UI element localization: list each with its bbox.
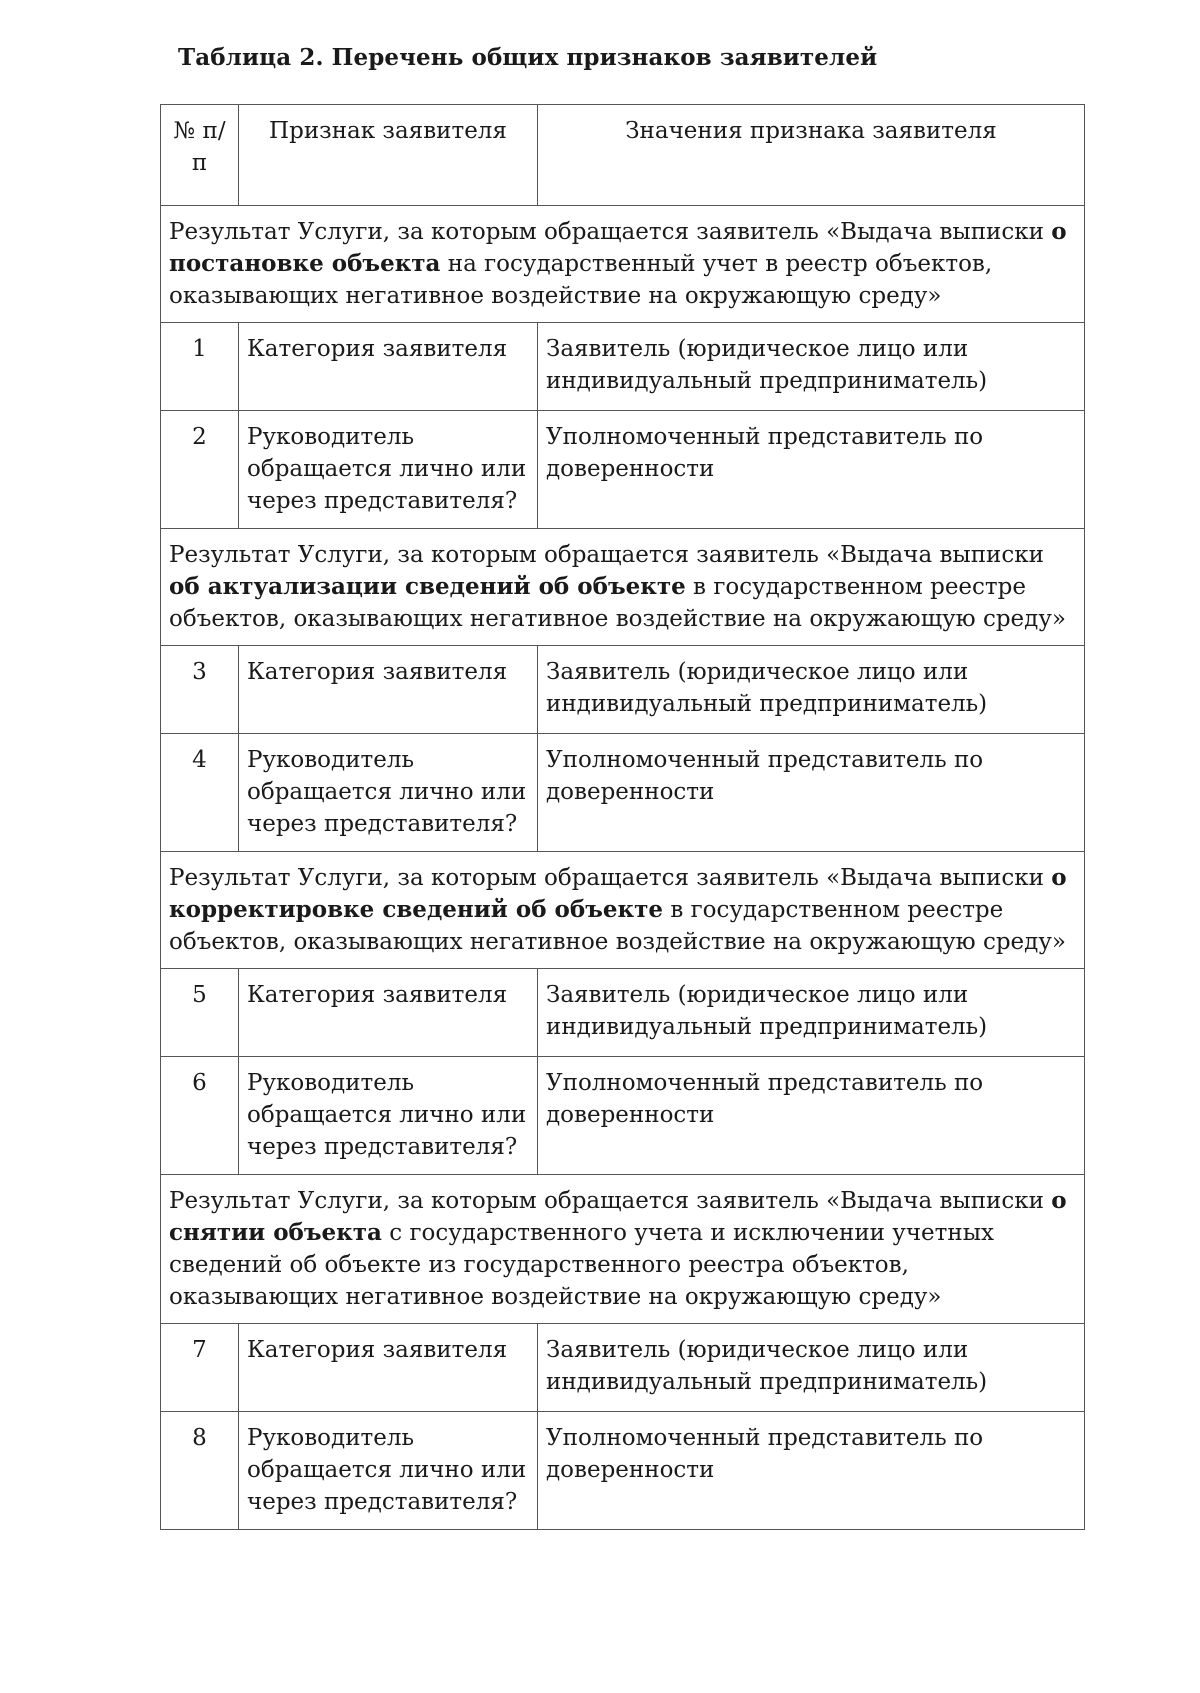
row-number: 4 [161, 734, 239, 852]
header-num: № п/п [161, 105, 239, 206]
section-text-bold: об актуализации сведений об объекте [169, 573, 686, 600]
row-number: 8 [161, 1412, 239, 1530]
table-row [161, 734, 1085, 852]
table-row [161, 1324, 1085, 1412]
section-row [161, 529, 1085, 646]
section-cell [161, 852, 1085, 969]
value-cell: Заявитель (юридическое лицо или индивидуальный предприниматель) [538, 646, 1085, 734]
row-number: 6 [161, 1057, 239, 1175]
section-text: с государственного учета и исключении учетных сведений об объекте из государственного реестра объектов, оказывающих негативное воздействие на окружающую среду» [169, 1220, 994, 1310]
section-cell [161, 206, 1085, 323]
header-attribute: Признак заявителя [239, 105, 538, 206]
section-text: в государственном реестре объектов, оказывающих негативное воздействие на окружающую среду» [169, 897, 1066, 955]
value-cell: Заявитель (юридическое лицо или индивидуальный предприниматель) [538, 1324, 1085, 1412]
attribute-cell: Категория заявителя [239, 323, 538, 411]
section-text: на государственный учет в реестр объектов, оказывающих негативное воздействие на окружающую среду» [169, 251, 993, 309]
row-number: 3 [161, 646, 239, 734]
row-number: 1 [161, 323, 239, 411]
page-title: Таблица 2. Перечень общих признаков заявителей [178, 44, 878, 71]
row-number: 2 [161, 411, 239, 529]
section-text: Результат Услуги, за которым обращается заявитель «Выдача выписки [169, 1188, 1052, 1214]
attribute-cell: Категория заявителя [239, 969, 538, 1057]
table-row [161, 1412, 1085, 1530]
header-value: Значения признака заявителя [538, 105, 1085, 206]
value-cell: Уполномоченный представитель по доверенности [538, 411, 1085, 529]
table-header-row [161, 105, 1085, 206]
section-text: Результат Услуги, за которым обращается заявитель «Выдача выписки [169, 219, 1052, 245]
section-text: в государственном реестре объектов, оказывающих негативное воздействие на окружающую среду» [169, 574, 1066, 632]
section-cell [161, 529, 1085, 646]
table-row [161, 969, 1085, 1057]
table-row [161, 323, 1085, 411]
table-row [161, 646, 1085, 734]
attribute-cell: Руководитель обращается лично или через представителя? [239, 734, 538, 852]
applicant-attributes-table [160, 104, 1085, 1530]
attribute-cell: Руководитель обращается лично или через представителя? [239, 1412, 538, 1530]
attribute-cell: Руководитель обращается лично или через представителя? [239, 411, 538, 529]
value-cell: Заявитель (юридическое лицо или индивидуальный предприниматель) [538, 323, 1085, 411]
section-cell [161, 1175, 1085, 1324]
value-cell: Уполномоченный представитель по доверенности [538, 1412, 1085, 1530]
attribute-cell: Категория заявителя [239, 646, 538, 734]
section-text: Результат Услуги, за которым обращается заявитель «Выдача выписки [169, 865, 1052, 891]
section-row [161, 852, 1085, 969]
value-cell: Уполномоченный представитель по доверенности [538, 734, 1085, 852]
section-text-bold: о снятии объекта [169, 1187, 1067, 1246]
attribute-cell: Категория заявителя [239, 1324, 538, 1412]
section-row [161, 1175, 1085, 1324]
value-cell: Уполномоченный представитель по доверенности [538, 1057, 1085, 1175]
section-row [161, 206, 1085, 323]
section-text-bold: о корректировке сведений об объекте [169, 864, 1067, 923]
table-row [161, 1057, 1085, 1175]
row-number: 7 [161, 1324, 239, 1412]
row-number: 5 [161, 969, 239, 1057]
section-text-bold: о постановке объекта [169, 218, 1067, 277]
section-text: Результат Услуги, за которым обращается заявитель «Выдача выписки [169, 542, 1044, 568]
attribute-cell: Руководитель обращается лично или через представителя? [239, 1057, 538, 1175]
value-cell: Заявитель (юридическое лицо или индивидуальный предприниматель) [538, 969, 1085, 1057]
table-row [161, 411, 1085, 529]
